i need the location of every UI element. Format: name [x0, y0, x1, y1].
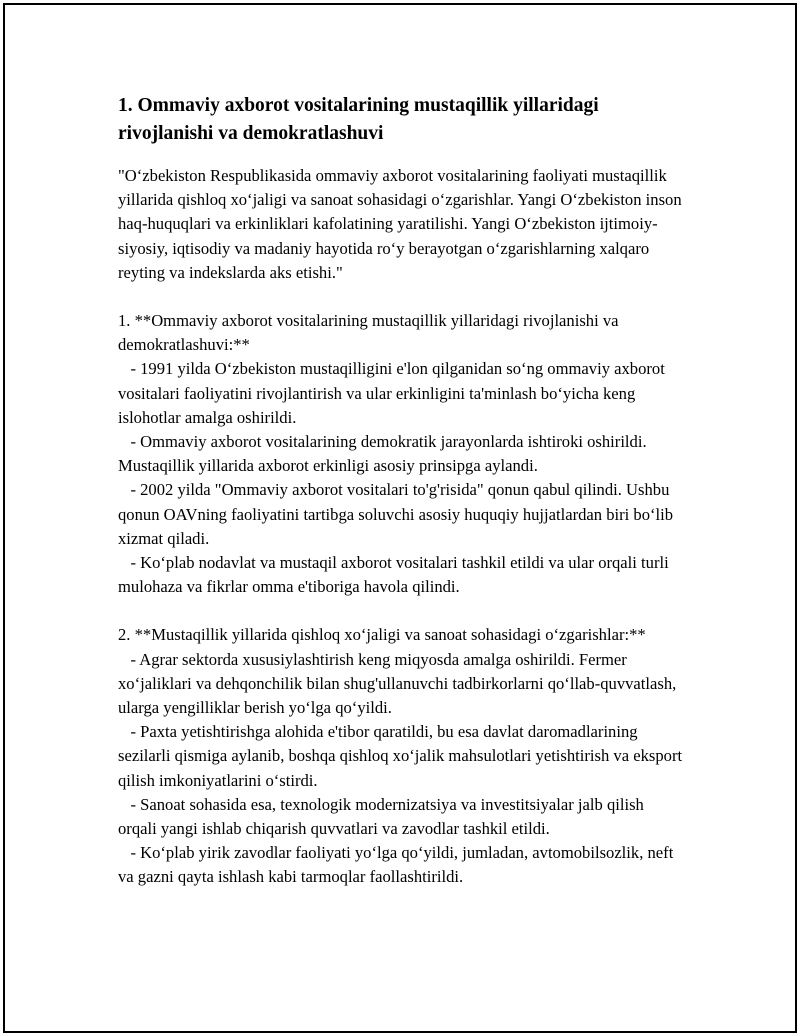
section-1: [118, 309, 683, 599]
list-item: - Paxta yetishtirishga alohida e'tibor qaratildi, bu esa davlat daromadlarining sezilarli qismiga aylanib, boshqa qishloq xo‘jalik mahsulotlari yetishtirish va eksport qilish imkoniyatlarini o‘stirdi.: [118, 722, 687, 790]
list-item: - 1991 yilda O‘zbekiston mustaqilligini e'lon qilganidan so‘ng ommaviy axborot vositalari faoliyatini rivojlantirish va ular erkinligini ta'minlash bo‘yicha keng islohotlar amalga oshirildi.: [118, 359, 669, 427]
list-item: - Ko‘plab nodavlat va mustaqil axborot vositalari tashkil etildi va ular orqali turli mulohaza va fikrlar omma e'tiboriga havola qilindi.: [118, 553, 673, 597]
list-item: - Agrar sektorda xususiylashtirish keng miqyosda amalga oshirildi. Fermer xo‘jaliklari va dehqonchilik bilan shug'ullanuvchi tadbirkorlarni qo‘llab-quvvatlash, ularga yengilliklar berish yo‘lga qo‘yildi.: [118, 649, 681, 718]
list-item: - Ko‘plab yirik zavodlar faoliyati yo‘lga qo‘yildi, jumladan, avtomobilsozlik, neft va gazni qayta ishlash kabi tarmoqlar faollashtirildi.: [118, 843, 678, 887]
list-item: - Sanoat sohasida esa, texnologik modernizatsiya va investitsiyalar jalb qilish orqali yangi ishlab chiqarish quvvatlari va zavodlar tashkil etildi.: [118, 794, 648, 839]
section-heading: 1. **Ommaviy axborot vositalarining mustaqillik yillaridagi rivojlanishi va demokratlashuvi:**: [118, 311, 623, 355]
document-body: [118, 92, 687, 890]
list-item: - Ommaviy axborot vositalarining demokratik jarayonlarda ishtiroki oshirildi. Mustaqillik yillarida axborot erkinligi asosiy prinsipga aylandi.: [118, 432, 651, 476]
paragraph-gap: [118, 285, 683, 309]
section-2: [118, 623, 687, 889]
list-item: - 2002 yilda "Ommaviy axborot vositalari to'g'risida" qonun qabul qilindi. Ushbu qonun OAVning faoliyatini tartibga soluvchi asosiy huquqiy hujjatlardan biri bo‘lib xizmat qiladi.: [118, 480, 678, 548]
document-title: 1. Ommaviy axborot vositalarining mustaqillik yillaridagi rivojlanishi va demokratlashuvi: [118, 95, 599, 144]
paragraph-gap: [118, 599, 683, 623]
section-heading: 2. **Mustaqillik yillarida qishloq xo‘jaligi va sanoat sohasidagi o‘zgarishlar:**: [118, 625, 646, 645]
intro-paragraph: "O‘zbekiston Respublikasida ommaviy axborot vositalarining faoliyati mustaqillik yillarida qishloq xo‘jaligi va sanoat sohasidagi o‘zgarishlar. Yangi O‘zbekiston inson haq-huquqlari va erkinliklari kafolatining yaratilishi. Yangi O‘zbekiston ijtimoiy-siyosiy, iqtisodiy va madaniy hayotida ro‘y berayotgan o‘zgarishlarning xalqaro reyting va indekslarda aks etishi.": [118, 166, 686, 282]
